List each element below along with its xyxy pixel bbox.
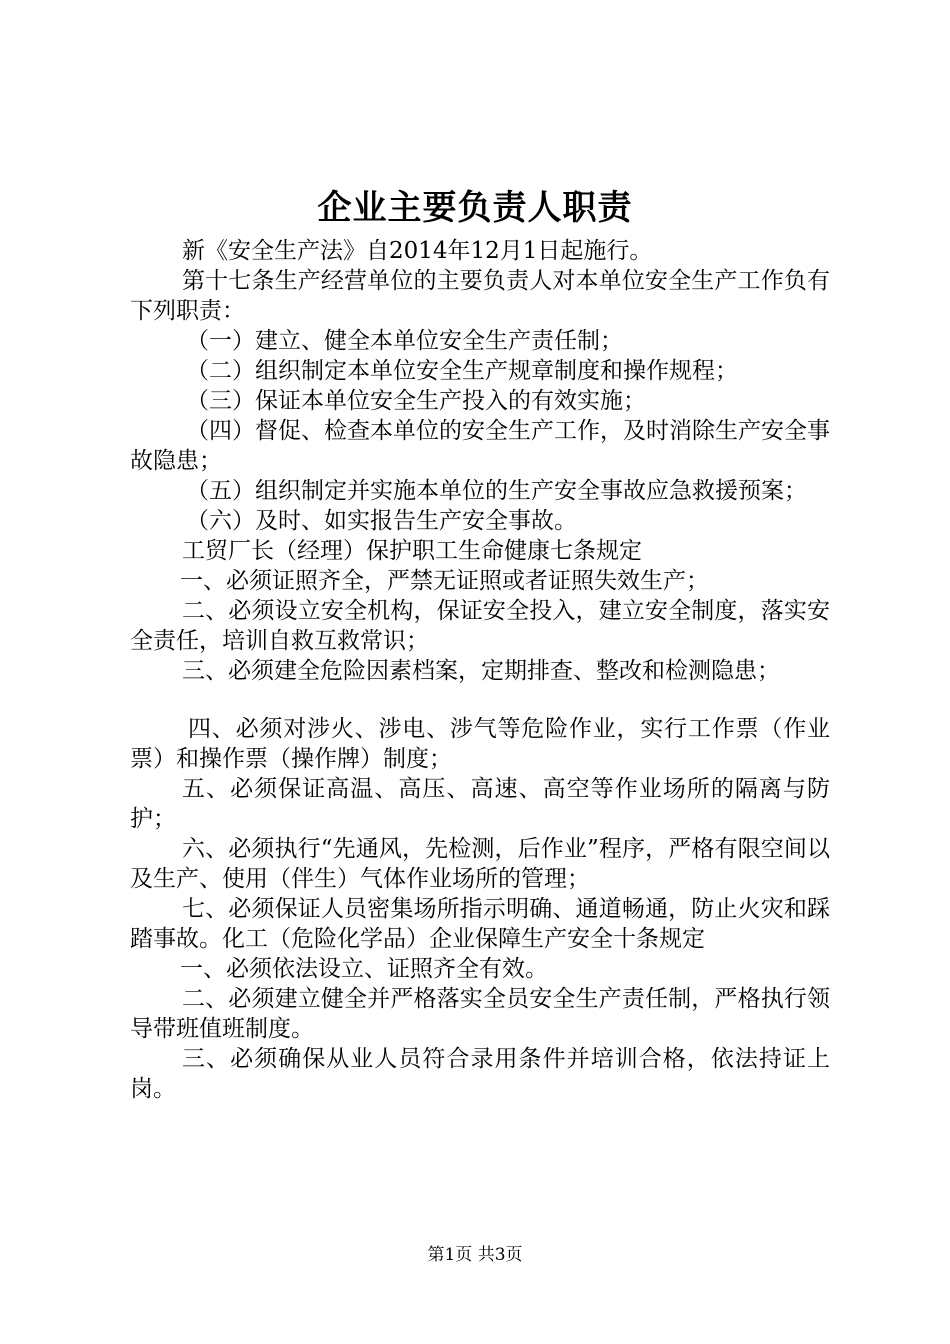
document-body [130, 236, 830, 1104]
document-title: 企业主要负责人职责 [317, 188, 633, 228]
page-footer: 第1页 共3页 [427, 1245, 523, 1265]
chem-rule-item-2: 二、必须建立健全并严格落实全员安全生产责任制，严格执行领导带班值班制度。 [130, 986, 830, 1042]
duty-item-2: （二）组织制定本单位安全生产规章制度和操作规程； [186, 358, 738, 384]
rule-item-4: 四、必须对涉火、涉电、涉气等危险作业，实行工作票（作业票）和操作票（操作牌）制度； [130, 716, 830, 772]
section-heading-seven-rules: 工贸厂长（经理）保护职工生命健康七条规定 [182, 538, 642, 564]
rule-item-6: 六、必须执行“先通风，先检测，后作业”程序，严格有限空间以及生产、使用（伴生）气体作业场所的管理； [130, 836, 830, 892]
duty-item-6: （六）及时、如实报告生产安全事故。 [186, 508, 577, 534]
duty-item-5: （五）组织制定并实施本单位的生产安全事故应急救援预案； [186, 478, 807, 504]
duty-item-4: （四）督促、检查本单位的安全生产工作，及时消除生产安全事故隐患； [130, 418, 830, 474]
duty-item-3: （三）保证本单位安全生产投入的有效实施； [186, 388, 646, 414]
rule-item-3: 三、必须建全危险因素档案，定期排查、整改和检测隐患； [182, 658, 780, 684]
paragraph-law-effective: 新《安全生产法》自2014年12月1日起施行。 [182, 238, 653, 264]
chem-rule-item-3: 三、必须确保从业人员符合录用条件并培训合格，依法持证上岗。 [130, 1046, 830, 1102]
rule-item-7: 七、必须保证人员密集场所指示明确、通道畅通，防止火灾和踩踏事故。化工（危险化学品）企业保障生产安全十条规定 [130, 896, 830, 952]
rule-item-2: 二、必须设立安全机构，保证安全投入，建立安全制度，落实安全责任，培训自救互救常识； [130, 598, 830, 654]
paragraph-article-17: 第十七条生产经营单位的主要负责人对本单位安全生产工作负有下列职责： [130, 268, 830, 324]
duty-item-1: （一）建立、健全本单位安全生产责任制； [186, 328, 623, 354]
chem-rule-item-1: 一、必须依法设立、证照齐全有效。 [180, 956, 548, 982]
rule-item-1: 一、必须证照齐全，严禁无证照或者证照失效生产； [180, 568, 709, 594]
rule-item-5: 五、必须保证高温、高压、高速、高空等作业场所的隔离与防护； [130, 776, 830, 832]
